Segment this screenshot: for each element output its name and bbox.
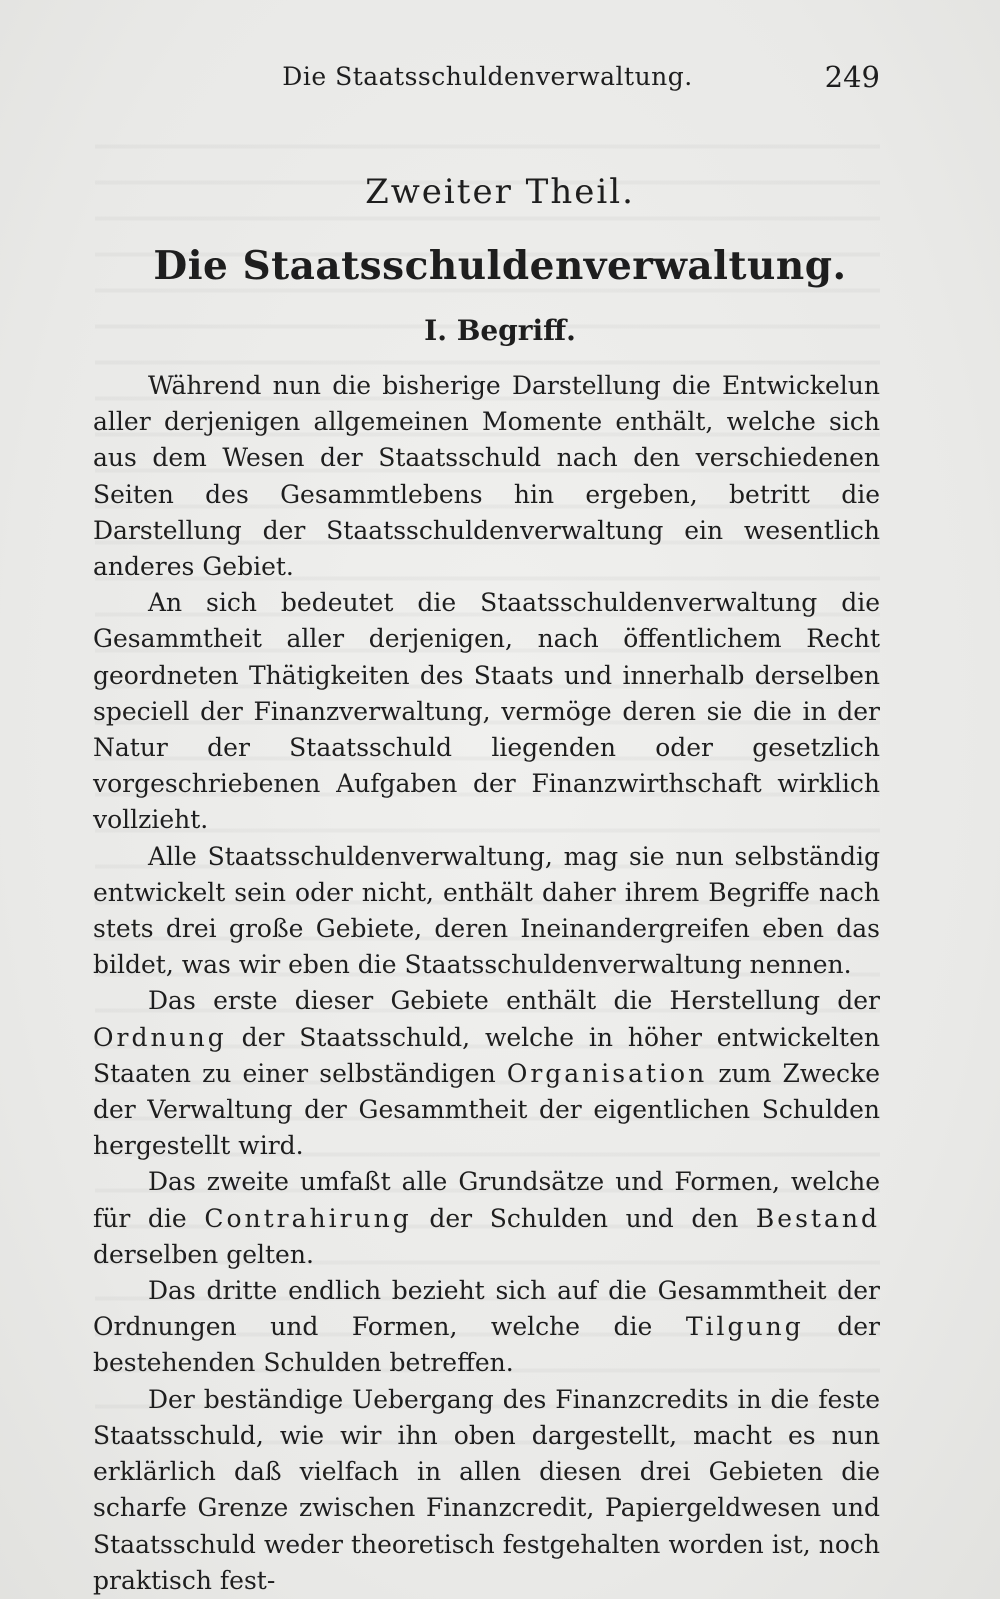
text-run: zum Zwecke der Verwaltung der Gesammtheit der eigentlichen Schulden hergestellt wird.: [93, 1058, 880, 1161]
text-run: Das erste dieser Gebiete enthält die Herstellung der: [148, 986, 880, 1016]
body-text: [93, 368, 880, 1599]
part-heading: Zweiter Theil.: [365, 172, 635, 212]
spaced-term: Organisation: [506, 1058, 708, 1088]
paragraph-6: [93, 1273, 880, 1382]
page-number: 249: [824, 60, 880, 94]
running-head-title: Die Staatsschuldenverwaltung.: [282, 62, 693, 91]
chapter-title: Die Staatsschuldenverwaltung.: [153, 243, 847, 289]
text-run: der Staatsschuld, welche in höher entwickelten Staaten zu einer selbständigen: [93, 1022, 880, 1088]
paragraph-4: [93, 983, 880, 1164]
section-heading: I. Begriff.: [424, 314, 576, 347]
paragraph-5: [93, 1164, 880, 1273]
paragraph-7: Der beständige Uebergang des Finanzcredits in die feste Staatsschuld, wie wir ihn oben dargestellt, macht es nun erklärlich daß vielfach in allen diesen drei Gebieten die scharfe Grenze zwischen Finanzcredit, Papiergeldwesen und Staatsschuld weder theoretisch festgehalten worden ist, noch praktisch fest-: [93, 1384, 880, 1595]
text-run: der bestehenden Schulden betreffen.: [93, 1312, 880, 1378]
spaced-term: Tilgung: [685, 1312, 804, 1342]
spaced-term: Ordnung: [93, 1022, 227, 1052]
running-head: [95, 62, 880, 96]
spaced-term: Contrahirung: [204, 1203, 412, 1233]
paragraph-3: Alle Staatsschuldenverwaltung, mag sie nun selbständig entwickelt sein oder nicht, enthält daher ihrem Begriffe nach stets drei große Gebiete, deren Ineinandergreifen eben das bildet, was wir eben die Staatsschuldenverwaltung nennen.: [93, 841, 880, 980]
text-run: Das dritte endlich bezieht sich auf die Gesammtheit der Ordnungen und Formen, welche die: [93, 1276, 880, 1342]
text-run: der Schulden und den: [411, 1203, 756, 1233]
paragraph-2: An sich bedeutet die Staatsschuldenverwaltung die Gesammtheit aller derjenigen, nach öffentlichem Recht geordneten Thätigkeiten des Staats und innerhalb derselben speciell der Finanzverwaltung, vermöge deren sie die in der Natur der Staatsschuld liegenden oder gesetzlich vorgeschriebenen Aufgaben der Finanzwirthschaft wirklich vollzieht.: [93, 588, 880, 835]
spaced-term: Bestand: [755, 1203, 880, 1233]
text-run: derselben gelten.: [93, 1239, 314, 1269]
paragraph-1: Während nun die bisherige Darstellung die Entwickelun aller derjenigen allgemeinen Momente enthält, welche sich aus dem Wesen der Staatsschuld nach den verschiedenen Seiten des Gesammtlebens hin ergeben, betritt die Darstellung der Staatsschuldenverwaltung ein wesentlich anderes Gebiet.: [93, 371, 880, 582]
text-run: Das zweite umfaßt alle Grundsätze und Formen, welche für die: [93, 1167, 880, 1233]
